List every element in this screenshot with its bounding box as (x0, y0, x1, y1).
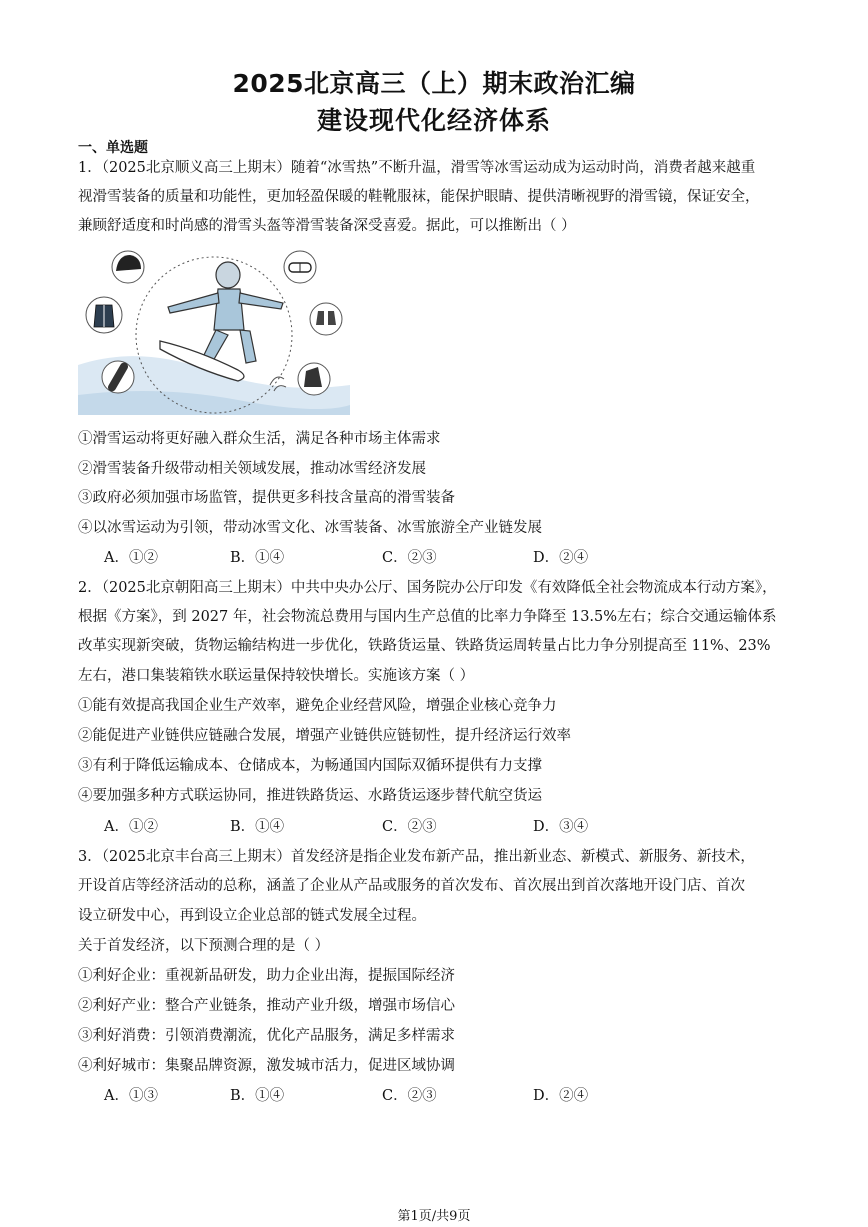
q2-options (104, 815, 588, 836)
section-heading: 一、单选题 (78, 140, 148, 156)
q3-stem-line: 开设首店等经济活动的总称，涵盖了企业从产品或服务的首次发布、首次展出到首次落地开设门店、首次 (78, 878, 745, 894)
q1-item: ④以冰雪运动为引领，带动冰雪文化、冰雪装备、冰雪旅游全产业链发展 (78, 520, 542, 536)
option-a[interactable]: A．①② (104, 550, 158, 566)
snowboarder-illustration (78, 245, 350, 415)
q2-stem-line: 2．（2025北京朝阳高三上期末）中共中央办公厅、国务院办公厅印发《有效降低全社会物流成本行动方案》， (78, 580, 777, 596)
option-c[interactable]: C．②③ (382, 819, 437, 835)
q2-item: ③有利于降低运输成本、仓储成本，为畅通国内国际双循环提供有力支撑 (78, 758, 542, 774)
page-number: 第1页/共9页 (397, 1209, 471, 1224)
q2-item: ①能有效提高我国企业生产效率，避免企业经营风险，增强企业核心竞争力 (78, 698, 557, 714)
q3-stem-line: 3．（2025北京丰台高三上期末）首发经济是指企业发布新产品，推出新业态、新模式、新服务、新技术， (78, 849, 755, 865)
q3-item: ②利好产业：整合产业链条，推动产业升级，增强市场信心 (78, 998, 455, 1014)
q1-stem-line: 1．（2025北京顺义高三上期末）随着“冰雪热”不断升温，滑雪等冰雪运动成为运动时尚，消费者越来越重 (78, 160, 756, 176)
q1-item: ③政府必须加强市场监管，提供更多科技含量高的滑雪装备 (78, 490, 455, 506)
q3-item: ③利好消费：引领消费潮流，优化产品服务，满足多样需求 (78, 1028, 455, 1044)
q1-item: ②滑雪装备升级带动相关领域发展，推动冰雪经济发展 (78, 461, 426, 477)
q1-options (104, 546, 588, 567)
option-b[interactable]: B．①④ (230, 550, 285, 566)
q2-stem-line: 左右，港口集装箱铁水联运量保持较快增长。实施该方案（ ） (78, 668, 475, 684)
option-d[interactable]: D．②④ (533, 1088, 589, 1104)
q1-stem-line: 兼顾舒适度和时尚感的滑雪头盔等滑雪装备深受喜爱。据此，可以推断出（ ） (78, 218, 576, 234)
option-a[interactable]: A．①③ (104, 1088, 158, 1104)
q3-item: ①利好企业：重视新品研发，助力企业出海，提振国际经济 (78, 968, 455, 984)
snowboard-icon (102, 361, 134, 393)
q3-stem-line: 关于首发经济，以下预测合理的是（ ） (78, 938, 330, 954)
boots-icon (310, 303, 342, 335)
jacket-icon (86, 297, 122, 333)
option-b[interactable]: B．①④ (230, 819, 285, 835)
page-subtitle: 建设现代化经济体系 (316, 106, 551, 135)
q2-stem-line: 改革实现新突破，货物运输结构进一步优化，铁路货运量、铁路货运周转量占比力争分别提高至 11%、23% (78, 638, 771, 654)
q2-stem-line: 根据《方案》，到 2027 年，社会物流总费用与国内生产总值的比率力争降至 13.5%左右；综合交通运输体系 (78, 609, 777, 625)
ski-boot-icon (298, 363, 330, 395)
helmet-icon (112, 251, 144, 283)
option-c[interactable]: C．②③ (382, 1088, 437, 1104)
q2-item: ④要加强多种方式联运协同，推进铁路货运、水路货运逐步替代航空货运 (78, 788, 542, 804)
q3-item: ④利好城市：集聚品牌资源，激发城市活力，促进区域协调 (78, 1058, 455, 1074)
option-a[interactable]: A．①② (104, 819, 158, 835)
option-d[interactable]: D．③④ (533, 819, 589, 835)
goggles-icon (284, 251, 316, 283)
q3-stem-line: 设立研发中心，再到设立企业总部的链式发展全过程。 (78, 908, 426, 924)
q1-item: ①滑雪运动将更好融入群众生活，满足各种市场主体需求 (78, 431, 441, 447)
option-b[interactable]: B．①④ (230, 1088, 285, 1104)
q3-options (104, 1084, 588, 1105)
option-d[interactable]: D．②④ (533, 550, 589, 566)
option-c[interactable]: C．②③ (382, 550, 437, 566)
q2-item: ②能促进产业链供应链融合发展，增强产业链供应链韧性，提升经济运行效率 (78, 728, 571, 744)
page-title: 2025北京高三（上）期末政治汇编 (232, 69, 636, 98)
q1-stem-line: 视滑雪装备的质量和功能性，更加轻盈保暖的鞋靴服袜，能保护眼睛、提供清晰视野的滑雪镜，保证安全， (78, 189, 760, 205)
